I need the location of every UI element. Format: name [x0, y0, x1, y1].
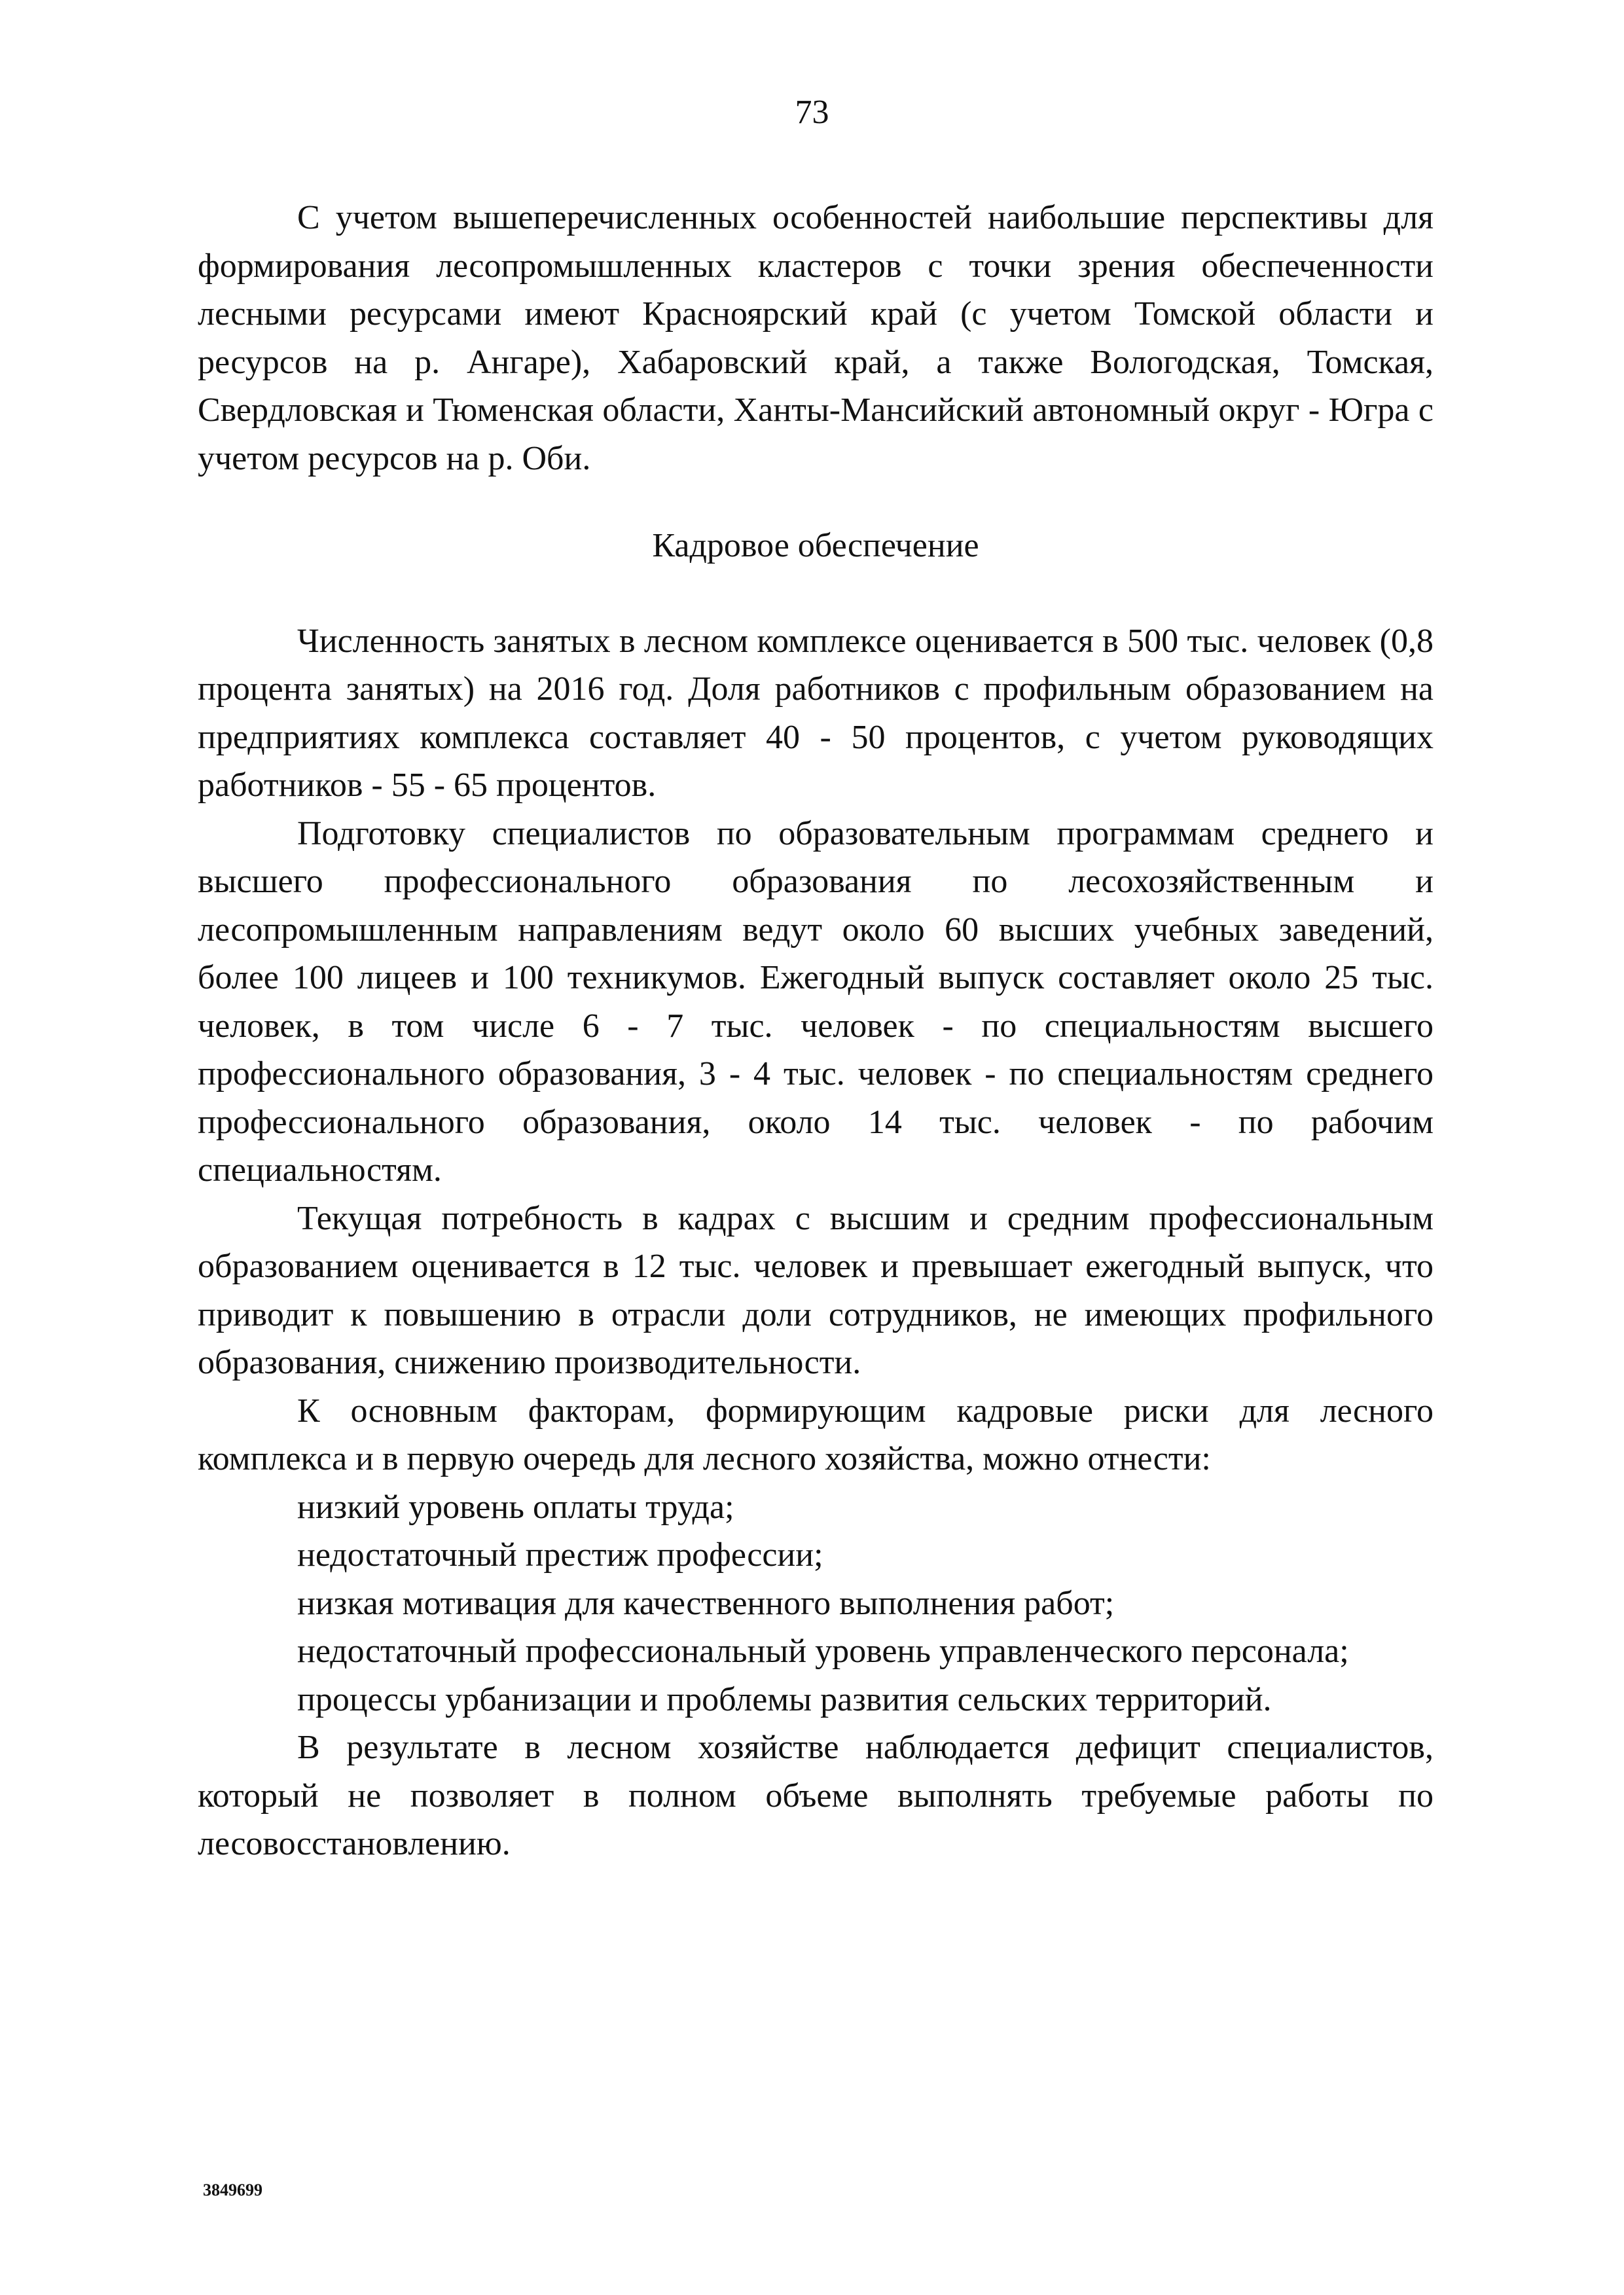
document-code: 3849699 — [203, 2180, 262, 2199]
risk-factor-list — [198, 1483, 1434, 1724]
list-item: низкая мотивация для качественного выполнения работ; — [297, 1584, 1115, 1622]
paragraph-training: Подготовку специалистов по образовательным программам среднего и высшего профессионального образования по лесохозяйственным и лесопромышленным направлениям ведут около 60 высших учебных заведений, более 100 лицеев и 100 техникумов. Ежегодный выпуск составляет около 25 тыс. человек, в том числе 6 - 7 тыс. человек - по специальностям высшего профессионального образования, 3 - 4 тыс. человек - по специальностям среднего профессионального образования, около 14 тыс. человек - по рабочим специальностям. — [198, 814, 1434, 1189]
document-body — [198, 194, 1434, 1868]
list-item: низкий уровень оплаты труда; — [297, 1488, 734, 1526]
section-heading-staffing: Кадровое обеспечение — [652, 527, 979, 564]
list-item: процессы урбанизации и проблемы развития сельских территорий. — [297, 1680, 1272, 1718]
list-item: недостаточный престиж профессии; — [297, 1536, 823, 1574]
paragraph-risk-intro: К основным факторам, формирующим кадровые риски для лесного комплекса и в первую очередь для лесного хозяйства, можно отнести: — [198, 1392, 1434, 1477]
paragraph-cluster-prospects: С учетом вышеперечисленных особенностей наибольшие перспективы для формирования лесопромышленных кластеров с точки зрения обеспеченности лесными ресурсами имеют Красноярский край (с учетом Томской области и ресурсов на р. Ангаре), Хабаровский край, а также Вологодская, Томская, Свердловская и Тюменская области, Ханты-Мансийский автономный округ - Югра с учетом ресурсов на р. Оби. — [198, 199, 1434, 477]
page-number: 73 — [795, 94, 829, 131]
list-item: недостаточный профессиональный уровень управленческого персонала; — [297, 1633, 1349, 1670]
paragraph-demand: Текущая потребность в кадрах с высшим и средним профессиональным образованием оценивается в 12 тыс. человек и превышает ежегодный выпуск, что приводит к повышению в отрасли доли сотрудников, не имеющих профильного образования, снижению производительности. — [198, 1199, 1434, 1381]
paragraph-employment: Численность занятых в лесном комплексе оценивается в 500 тыс. человек (0,8 процента занятых) на 2016 год. Доля работников с профильным образованием на предприятиях комплекса составляет 40 - 50 процентов, с учетом руководящих работников - 55 - 65 процентов. — [198, 622, 1434, 804]
paragraph-conclusion: В результате в лесном хозяйстве наблюдается дефицит специалистов, который не позволяет в полном объеме выполнять требуемые работы по лесовосстановлению. — [198, 1729, 1434, 1862]
